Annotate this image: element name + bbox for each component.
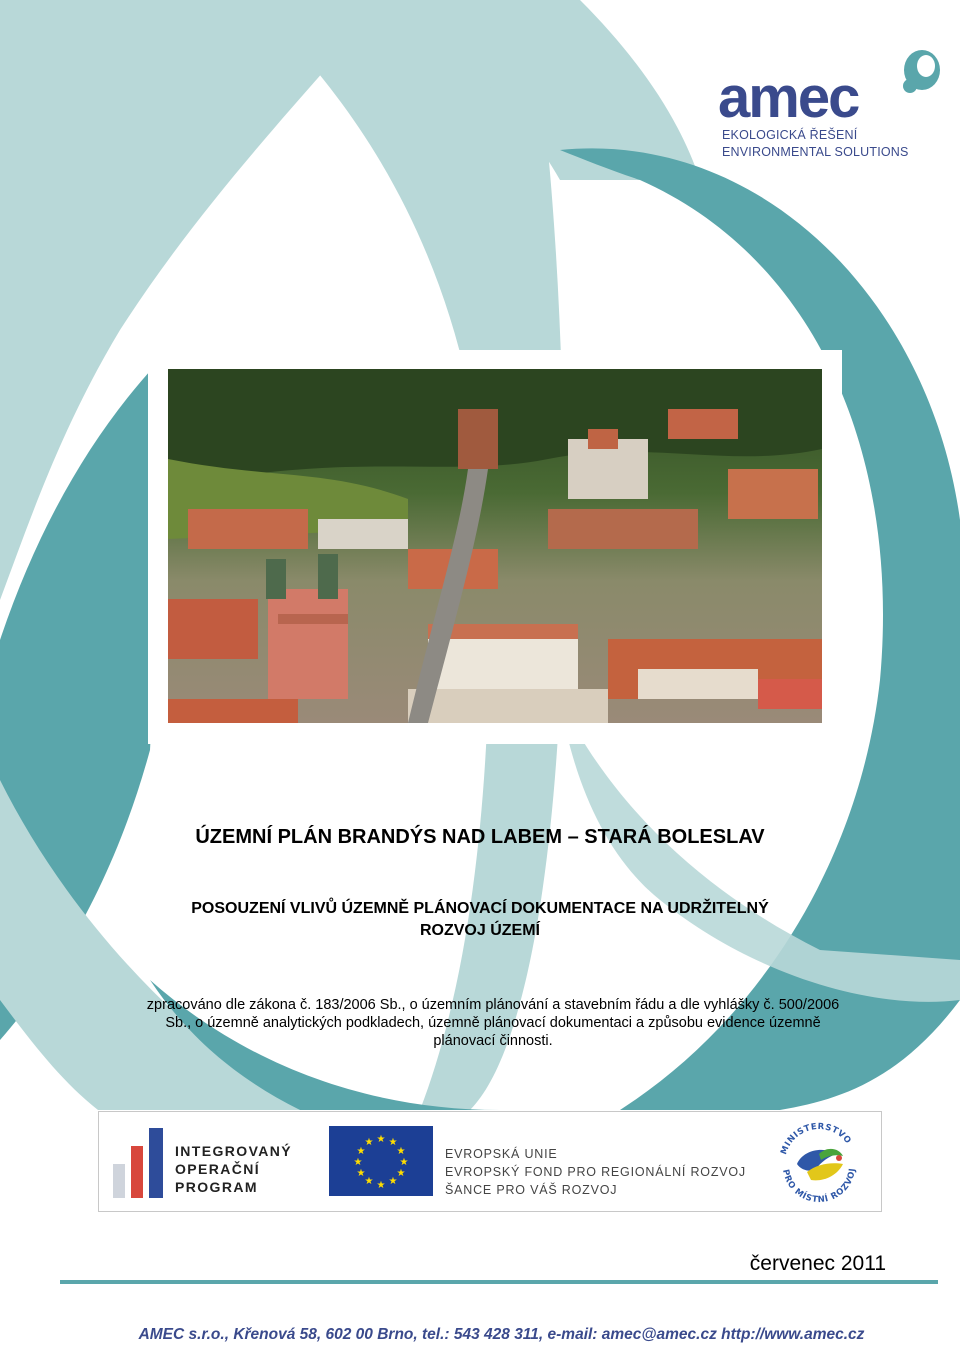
company-contact-footer: AMEC s.r.o., Křenová 58, 602 00 Brno, tel.: 543 428 311, e-mail: amec@amec.cz http://www.amec.cz	[138, 1326, 865, 1343]
svg-text:★: ★	[388, 1137, 398, 1148]
legal-line-2: Sb., o územně analytických podkladech, územně plánovací dokumentaci a způsobu evidence územně	[165, 1015, 821, 1031]
logo-tagline-en: ENVIRONMENTAL SOLUTIONS	[722, 145, 909, 159]
iop-logo-text	[175, 1142, 292, 1196]
eu-line-3: ŠANCE PRO VÁŠ ROZVOJ	[445, 1183, 618, 1197]
svg-text:★: ★	[353, 1157, 363, 1168]
subtitle-line-1: POSOUZENÍ VLIVŮ ÚZEMNĚ PLÁNOVACÍ DOKUMENTACE NA UDRŽITELNÝ	[191, 900, 769, 917]
svg-text:★: ★	[356, 1146, 366, 1157]
iop-line-3: PROGRAM	[175, 1179, 258, 1195]
svg-text:★: ★	[376, 1134, 386, 1145]
eu-logo-text	[445, 1145, 746, 1199]
legal-basis-text	[98, 996, 888, 1050]
svg-text:★: ★	[376, 1180, 386, 1191]
document-title: ÚZEMNÍ PLÁN BRANDÝS NAD LABEM – STARÁ BOLESLAV	[195, 826, 765, 848]
footer-divider	[60, 1280, 938, 1284]
town-aerial-photo	[168, 369, 822, 723]
svg-text:★: ★	[356, 1168, 366, 1179]
iop-bars-icon	[111, 1124, 173, 1200]
iop-line-2: OPERAČNÍ	[175, 1161, 261, 1177]
svg-text:★: ★	[364, 1176, 374, 1187]
mmr-bottom-text: PRO MÍSTNÍ ROZVOJ	[780, 1167, 858, 1206]
svg-text:★: ★	[396, 1146, 406, 1157]
svg-text:★: ★	[396, 1168, 406, 1179]
funding-logos-panel	[98, 1111, 882, 1212]
subtitle-line-2: ROZVOJ ÚZEMÍ	[419, 922, 540, 939]
svg-text:★: ★	[399, 1157, 409, 1168]
legal-line-1: zpracováno dle zákona č. 183/2006 Sb., o územním plánování a stavebním řádu a dle vyhlášky č. 500/2006	[146, 997, 840, 1013]
mmr-ministry-logo	[763, 1120, 875, 1206]
logo-wordmark: amec	[718, 65, 859, 130]
document-subtitle	[120, 898, 840, 942]
mmr-top-text: MINISTERSTVO	[779, 1121, 854, 1157]
document-date: červenec 2011	[749, 1252, 886, 1275]
svg-text:★: ★	[388, 1176, 398, 1187]
logo-tagline-cz: EKOLOGICKÁ ŘEŠENÍ	[722, 128, 858, 142]
eu-line-1: EVROPSKÁ UNIE	[445, 1147, 558, 1161]
logo-bubble-icon	[892, 44, 948, 100]
svg-text:★: ★	[364, 1137, 374, 1148]
legal-line-3: plánovací činnosti.	[433, 1033, 553, 1049]
eu-line-2: EVROPSKÝ FOND PRO REGIONÁLNÍ ROZVOJ	[445, 1165, 746, 1179]
eu-flag-icon	[329, 1126, 433, 1196]
iop-line-1: INTEGROVANÝ	[175, 1143, 293, 1159]
